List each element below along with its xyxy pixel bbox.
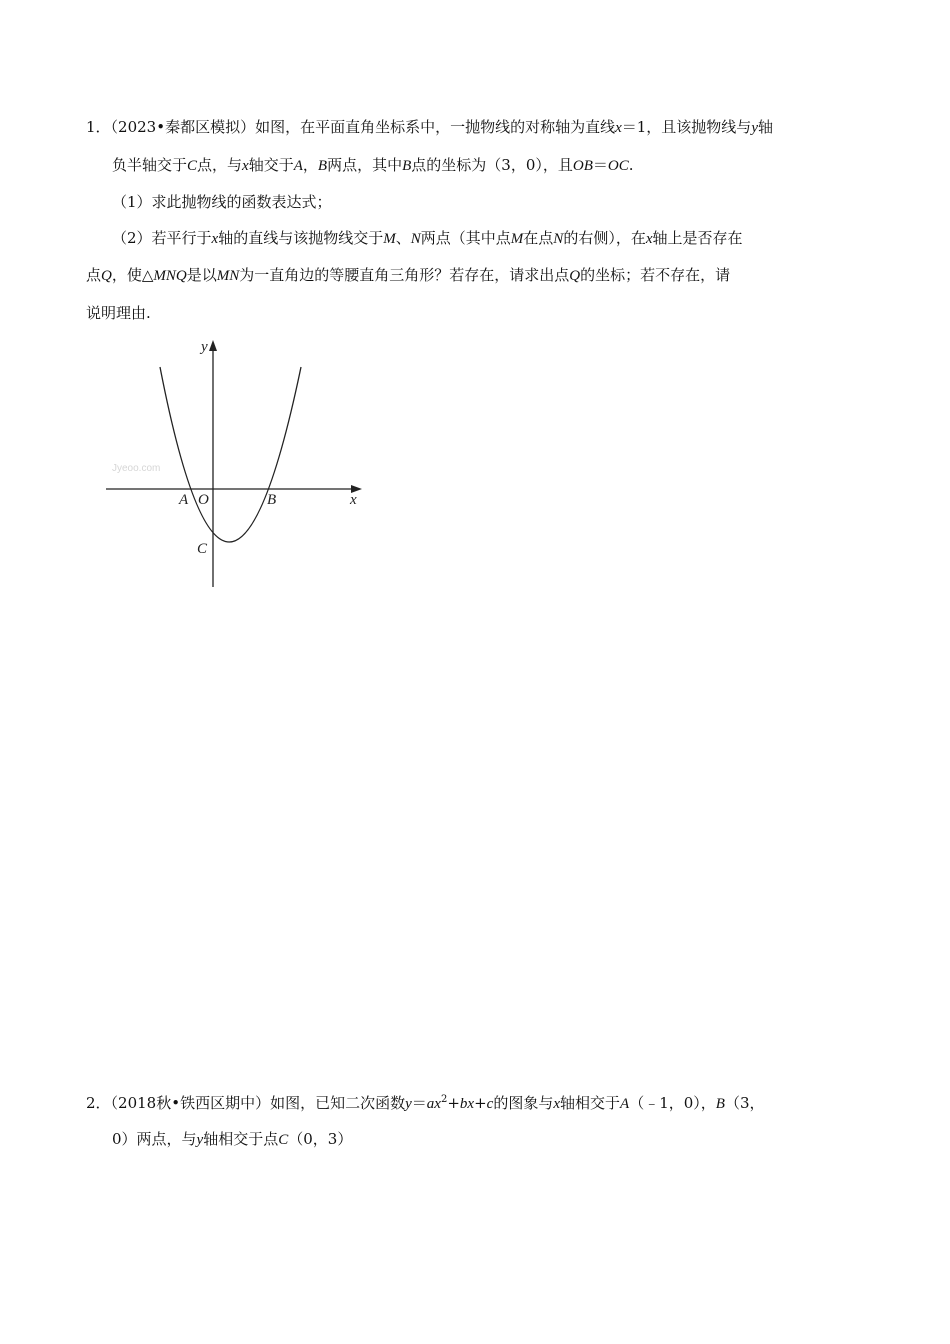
var: y [196,1132,204,1148]
var: OC [607,158,629,174]
var: MN [216,268,240,284]
text: （2）若平行于 [112,229,212,247]
question-2-line-2 [112,1129,352,1150]
text: ＝ [592,156,608,174]
question-1-part-1 [112,192,332,212]
question-1-source: （2023•秦都区模拟） [110,118,256,136]
text: 点，与 [197,156,243,174]
text: + [474,1094,487,1112]
var: MNQ [153,268,187,284]
text: 两点（其中点 [420,229,511,247]
text: 如图，在平面直角坐标系中，一抛物线的对称轴为直线 [255,118,616,136]
text: 轴相交于 [560,1094,621,1112]
text: + [447,1094,460,1112]
question-1-line-1 [86,117,773,138]
var: bx [459,1096,475,1112]
text: 点 [86,266,102,284]
var: N [553,231,564,247]
text: 说明理由. [86,304,151,322]
var: Q [569,268,581,284]
var: A [293,158,303,174]
var: x [615,120,622,136]
var: Q [101,268,112,284]
text: （﹣1，0）， [629,1094,716,1112]
question-1-line-2 [112,155,634,176]
var: c [486,1096,494,1112]
text: 0）两点，与 [112,1130,197,1148]
text: 为一直角边的等腰直角三角形？若存在，请求出点 [239,266,570,284]
text: ，使△ [111,266,154,284]
var: C [278,1132,289,1148]
text: 的图象与 [493,1094,554,1112]
text: 轴上是否存在 [652,229,743,247]
text: 是以 [186,266,217,284]
text: 轴的直线与该抛物线交于 [218,229,384,247]
text: 负半轴交于 [112,156,188,174]
var: A [620,1096,630,1112]
var: C [187,158,198,174]
var: y [751,120,758,136]
text: 、 [395,229,411,247]
var: M [383,231,396,247]
var: OB [572,158,593,174]
text: （1）求此抛物线的函数表达式； [112,193,332,211]
text: ， [302,156,318,174]
label-c: C [197,541,208,557]
label-y: y [201,339,208,355]
text: . [628,156,634,174]
var: x [553,1096,561,1112]
var: M [510,231,524,247]
text: 的坐标；若不存在，请 [580,266,731,284]
var: x [242,158,249,174]
text: ＝ [411,1094,427,1112]
var: B [715,1096,725,1112]
text: 点的坐标为（3，0），且 [411,156,573,174]
text: 轴相交于点 [203,1130,279,1148]
text: ＝1，且该抛物线与 [621,118,752,136]
question-2-source: （2018秋•铁西区期中） [110,1094,271,1112]
var: x [211,231,219,247]
label-b: B [267,492,277,508]
text: 两点，其中 [327,156,403,174]
question-1-part-2-line-1 [112,228,743,249]
var: N [410,231,421,247]
label-a: A [179,492,189,508]
parabola-curve [160,367,301,542]
var: x [645,231,653,247]
var: ax [426,1096,441,1112]
label-o: O [198,492,209,508]
text: 如图，已知二次函数 [270,1094,406,1112]
text: 轴 [757,118,773,136]
watermark: Jyeoo.com [112,463,161,474]
text: （3， [724,1094,765,1112]
y-axis-arrow [209,340,217,351]
question-2-line-1 [86,1093,765,1114]
exponent: 2 [440,1094,448,1105]
var: B [402,158,412,174]
label-x: x [350,492,357,508]
text: 轴交于 [248,156,294,174]
question-1-number: 1． [86,118,111,136]
var: B [317,158,328,174]
text: 在点 [523,229,554,247]
question-1-part-2-line-2 [86,265,730,286]
text: 的右侧），在 [563,229,646,247]
question-1-part-2-line-3 [86,303,151,323]
var: y [405,1096,412,1112]
question-2-number: 2． [86,1094,111,1112]
parabola-graph [100,332,370,592]
text: （0，3） [288,1130,353,1148]
